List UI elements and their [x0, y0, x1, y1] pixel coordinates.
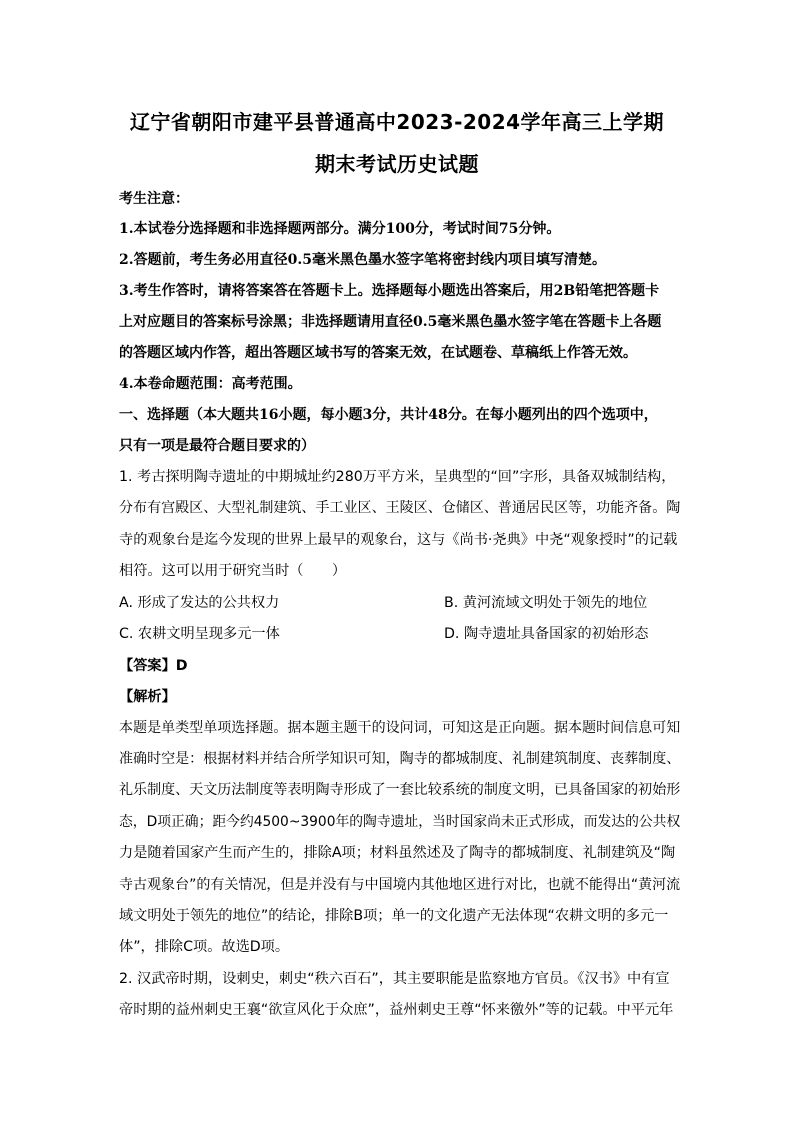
- q1-stem-line: 寺的观象台是迄今发现的世界上最早的观象台，这与《尚书·尧典》中尧“观象授时”的记载: [119, 532, 678, 548]
- notice-item: 2.答题前，考生务必用直径0.5毫米黑色墨水签字笔将密封线内项目填写清楚。: [119, 252, 606, 268]
- q1-analysis-line: 态，D项正确；距今约4500~3900年的陶寺遗址，当时国家尚未正式形成，而发达的公共权: [119, 814, 681, 830]
- q1-option-a: A. 形成了发达的公共权力: [119, 595, 280, 611]
- q1-analysis-line: 体”，排除C项。故选D项。: [119, 939, 290, 955]
- page-title-line1: 辽宁省朝阳市建平县普通高中2023-2024学年高三上学期: [129, 110, 665, 134]
- notice-item: 4.本卷命题范围：高考范围。: [119, 376, 302, 392]
- q1-answer: 【答案】D: [119, 658, 188, 674]
- section-heading: 一、选择题（本大题共16小题，每小题3分，共计48分。在每小题列出的四个选项中，: [119, 407, 658, 423]
- q1-analysis-line: 寺古观象台”的有关情况，但是并没有与中国境内其他地区进行对比，也就不能得出“黄河流: [119, 877, 681, 893]
- notice-item: 1.本试卷分选择题和非选择题两部分。满分100分，考试时间75分钟。: [119, 221, 561, 237]
- notice-item: 上对应题目的答案标号涂黑；非选择题请用直径0.5毫米黑色墨水签字笔在答题卡上各题: [119, 314, 662, 330]
- q2-stem-line: 2. 汉武帝时期，设刺史，刺史“秩六百石”，其主要职能是监察地方官员。《汉书》中有宣: [119, 971, 670, 987]
- notice-heading: 考生注意：: [119, 191, 189, 207]
- q1-analysis-line: 准确时空是：根据材料并结合所学知识可知，陶寺的都城制度、礼制建筑制度、丧葬制度、: [119, 751, 681, 767]
- q1-analysis-line: 力是随着国家产生而产生的，排除A项；材料虽然述及了陶寺的都城制度、礼制建筑及“陶: [119, 845, 676, 861]
- q1-analysis-line: 本题是单类型单项选择题。据本题主题干的设问词，可知这是正向题。据本题时间信息可知: [119, 720, 681, 736]
- q1-option-c: C. 农耕文明呈现多元一体: [119, 626, 280, 642]
- q1-analysis-line: 域文明处于领先的地位”的结论，排除B项；单一的文化遗产无法体现“农耕文明的多元一: [119, 908, 669, 924]
- page-title-line2: 期末考试历史试题: [315, 152, 479, 176]
- q1-analysis-label: 【解析】: [119, 689, 176, 705]
- q1-option-d: D. 陶寺遗址具备国家的初始形态: [444, 626, 649, 642]
- notice-item: 3.考生作答时，请将答案答在答题卡上。选择题每小题选出答案后，用2B铅笔把答题卡: [119, 283, 660, 299]
- notice-item: 的答题区域内作答，超出答题区域书写的答案无效，在试题卷、草稿纸上作答无效。: [119, 345, 637, 361]
- q1-stem-line: 1. 考古探明陶寺遗址的中期城址约280万平方米，呈典型的“回”字形，具备双城制结构，: [119, 469, 676, 485]
- q1-stem-line: 相符。这可以用于研究当时（ ）: [119, 563, 347, 579]
- q1-option-b: B. 黄河流域文明处于领先的地位: [444, 595, 648, 611]
- q2-stem-line: 帝时期的益州刺史王襄“欲宣风化于众庶”，益州刺史王尊“怀来徼外”等的记载。中平元年: [119, 1002, 674, 1018]
- q1-stem-line: 分布有宫殿区、大型礼制建筑、手工业区、王陵区、仓储区、普通居民区等，功能齐备。陶: [119, 500, 681, 516]
- section-heading-cont: 只有一项是最符合题目要求的）: [119, 438, 315, 454]
- q1-analysis-line: 礼乐制度、天文历法制度等表明陶寺形成了一套比较系统的制度文明，已具备国家的初始形: [119, 782, 681, 798]
